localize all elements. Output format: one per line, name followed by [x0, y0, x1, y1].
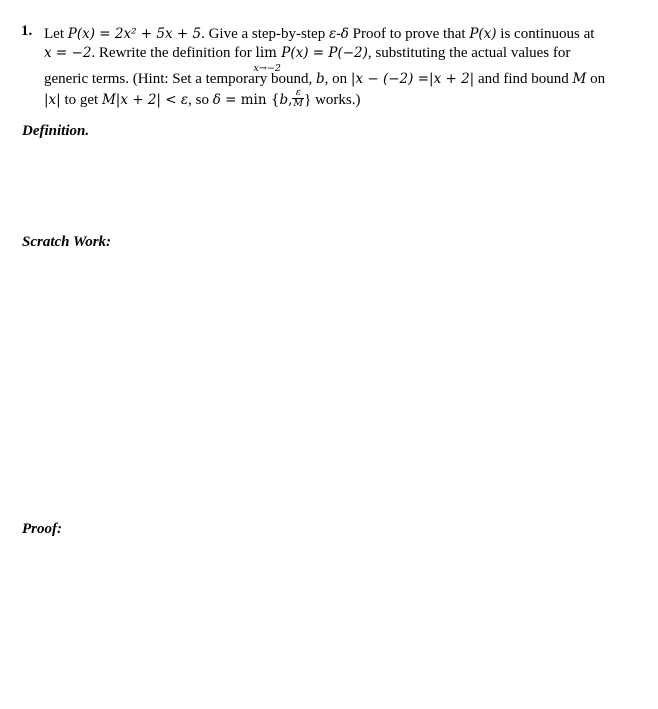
text-segment: , on [324, 71, 351, 87]
math-fraction [292, 88, 304, 109]
scratch-work-heading: Scratch Work: [22, 234, 112, 250]
fraction-numerator: ε [292, 88, 304, 99]
text-segment: , substituting the actual values for [367, 45, 571, 61]
math-b: b [316, 71, 325, 87]
limit-word: lim [255, 45, 277, 61]
problem-number: 1. [21, 23, 33, 39]
text-segment: to get [60, 92, 102, 108]
math-inequality: M|x + 2| < ε [101, 92, 189, 108]
math-M: M [572, 71, 587, 87]
text-segment: generic terms. (Hint: Set a temporary bound, [44, 71, 317, 87]
limit-subscript: x→−2 [253, 63, 281, 74]
math-comma: , [288, 92, 293, 108]
scratch-work-answer-area[interactable] [22, 256, 632, 511]
math-polynomial: P(x) = 2x² + 5x + 5 [67, 26, 202, 42]
text-segment: . Give a step-by-step [201, 26, 329, 42]
math-limit-expression: P(x) = P(−2) [276, 45, 368, 61]
math-limit [253, 42, 281, 74]
math-x-value: x = −2 [44, 45, 92, 61]
math-delta: δ [212, 92, 221, 108]
text-segment: Proof to prove that [348, 26, 470, 42]
text-segment: on [586, 71, 606, 87]
math-abs-x: |x| [44, 92, 61, 108]
problem-line-3 [44, 68, 605, 90]
math-min: = min { [220, 92, 280, 108]
math-px: P(x) [469, 26, 497, 42]
text-segment: , so [188, 92, 213, 108]
problem-line-4 [44, 89, 361, 111]
proof-heading: Proof: [22, 521, 62, 537]
text-segment: is continuous at [496, 26, 595, 42]
text-segment: and find bound [474, 71, 573, 87]
fraction-denominator: M [293, 98, 304, 110]
math-epsilon-delta: ε-δ [328, 26, 349, 42]
definition-heading: Definition. [22, 123, 90, 139]
text-segment: Let [44, 26, 68, 42]
text-segment: } works.) [304, 92, 361, 108]
proof-answer-area[interactable] [22, 543, 632, 703]
math-absolute-expression: |x − (−2) =|x + 2| [350, 71, 475, 87]
text-segment: . Rewrite the definition for [91, 45, 256, 61]
definition-answer-area[interactable] [22, 145, 632, 230]
math-b: b [279, 92, 289, 108]
problem-line-2 [44, 42, 571, 74]
